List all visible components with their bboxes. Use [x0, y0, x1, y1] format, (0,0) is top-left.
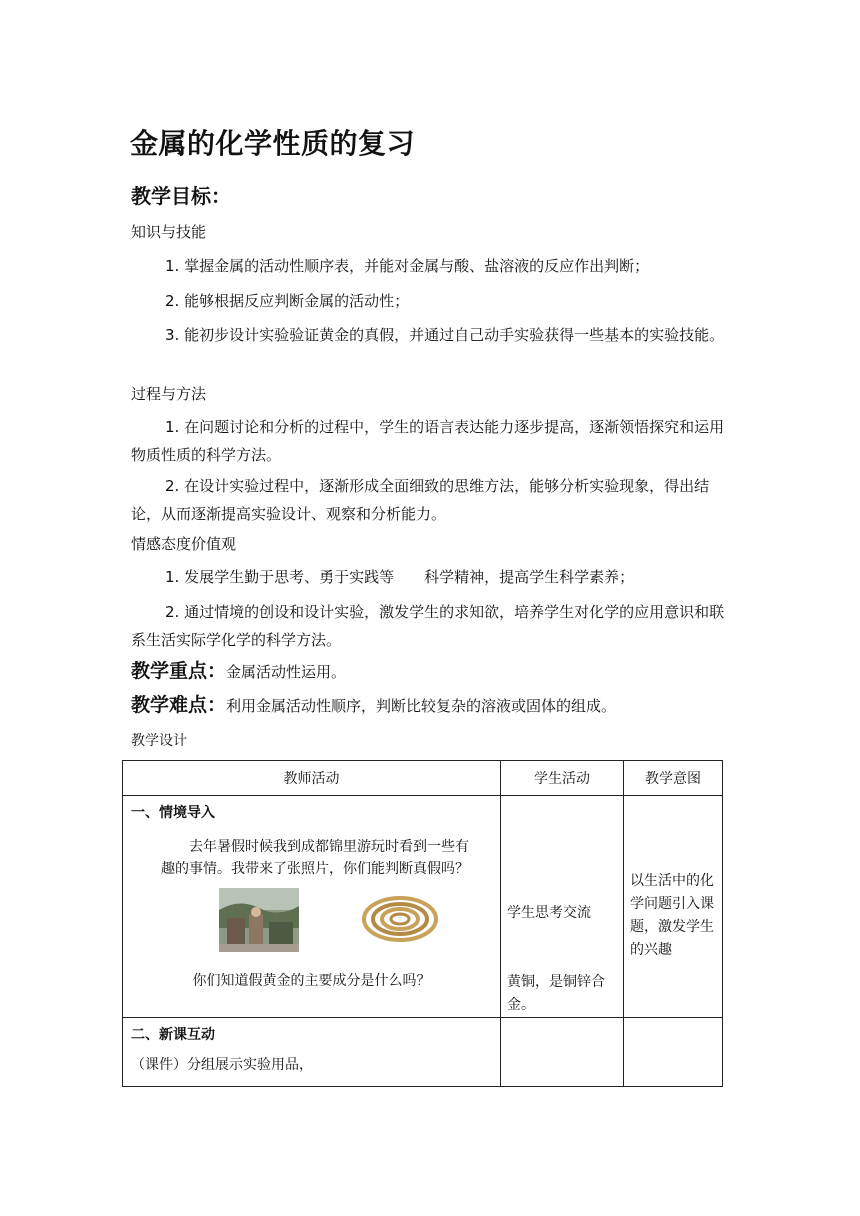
difficulty-text: 利用金属活动性顺序，判断比较复杂的溶液或固体的组成。 [226, 697, 617, 715]
teacher-cell-new-lesson [123, 1018, 501, 1087]
knowledge-item-2: 2. 能够根据反应判断金属的活动性； [165, 292, 410, 310]
section2-text: （课件）分组展示实验用品， [131, 1057, 313, 1073]
emotion-item-1: 1. 发展学生勤于思考、勇于实践等 科学精神，提高学生科学素养； [165, 568, 635, 586]
key-point-text: 金属活动性运用。 [226, 663, 347, 681]
key-point-label: 教学重点： [131, 660, 227, 682]
teacher-cell-intro [123, 796, 501, 1018]
emotion-item-2: 2. 通过情境的创设和设计实验，激发学生的求知欲，培养学生对化学的应用意识和联系生活实际学化学的科学方法。 [131, 603, 725, 649]
header-intent: 教学意图 [624, 761, 723, 796]
page-title: 金属的化学性质的复习 [130, 127, 416, 160]
street-photo [219, 888, 299, 952]
knowledge-item-1: 1. 掌握金属的活动性顺序表，并能对金属与酸、盐溶液的反应作出判断； [165, 257, 650, 275]
intent-text: 以生活中的化学问题引入课题，激发学生的兴趣 [630, 873, 714, 958]
student-activity-2: 黄铜，是铜锌合金。 [507, 974, 605, 1013]
intent-cell-new-lesson [624, 1018, 723, 1087]
section1-text: 去年暑假时候我到成都锦里游玩时看到一些有趣的事情。我带来了张照片，你们能判断真假吗？ [161, 839, 469, 877]
knowledge-item-3: 3. 能初步设计实验验证黄金的真假，并通过自己动手实验获得一些基本的实验技能。 [165, 326, 725, 344]
header-teacher: 教师活动 [123, 761, 501, 796]
difficulty-label: 教学难点： [131, 694, 227, 716]
student-activity-1: 学生思考交流 [507, 905, 591, 921]
design-label: 教学设计 [131, 733, 187, 749]
section1-title: 一、情境导入 [131, 805, 215, 821]
process-heading: 过程与方法 [131, 385, 207, 403]
difficulty [131, 690, 616, 717]
student-cell-intro [501, 796, 624, 1018]
table-header-row [123, 761, 723, 796]
gold-coil-photo [361, 894, 439, 944]
goals-heading: 教学目标： [131, 184, 231, 208]
table-row-intro [123, 796, 723, 1018]
section1-question: 你们知道假黄金的主要成分是什么吗？ [192, 973, 431, 989]
student-cell-new-lesson [501, 1018, 624, 1087]
intent-cell-intro [624, 796, 723, 1018]
process-item-1: 1. 在问题讨论和分析的过程中，学生的语言表达能力逐步提高，逐渐领悟探究和运用物质性质的科学方法。 [131, 418, 725, 464]
photos-row [123, 888, 500, 960]
process-item-2: 2. 在设计实验过程中，逐渐形成全面细致的思维方法，能够分析实验现象，得出结论，从而逐渐提高实验设计、观察和分析能力。 [131, 477, 710, 523]
section2-title: 二、新课互动 [131, 1027, 215, 1043]
emotion-heading: 情感态度价值观 [131, 535, 237, 553]
key-point [131, 656, 346, 683]
table-row-new-lesson [123, 1018, 723, 1087]
header-student: 学生活动 [501, 761, 624, 796]
design-table [122, 760, 723, 1087]
knowledge-heading: 知识与技能 [131, 223, 207, 241]
